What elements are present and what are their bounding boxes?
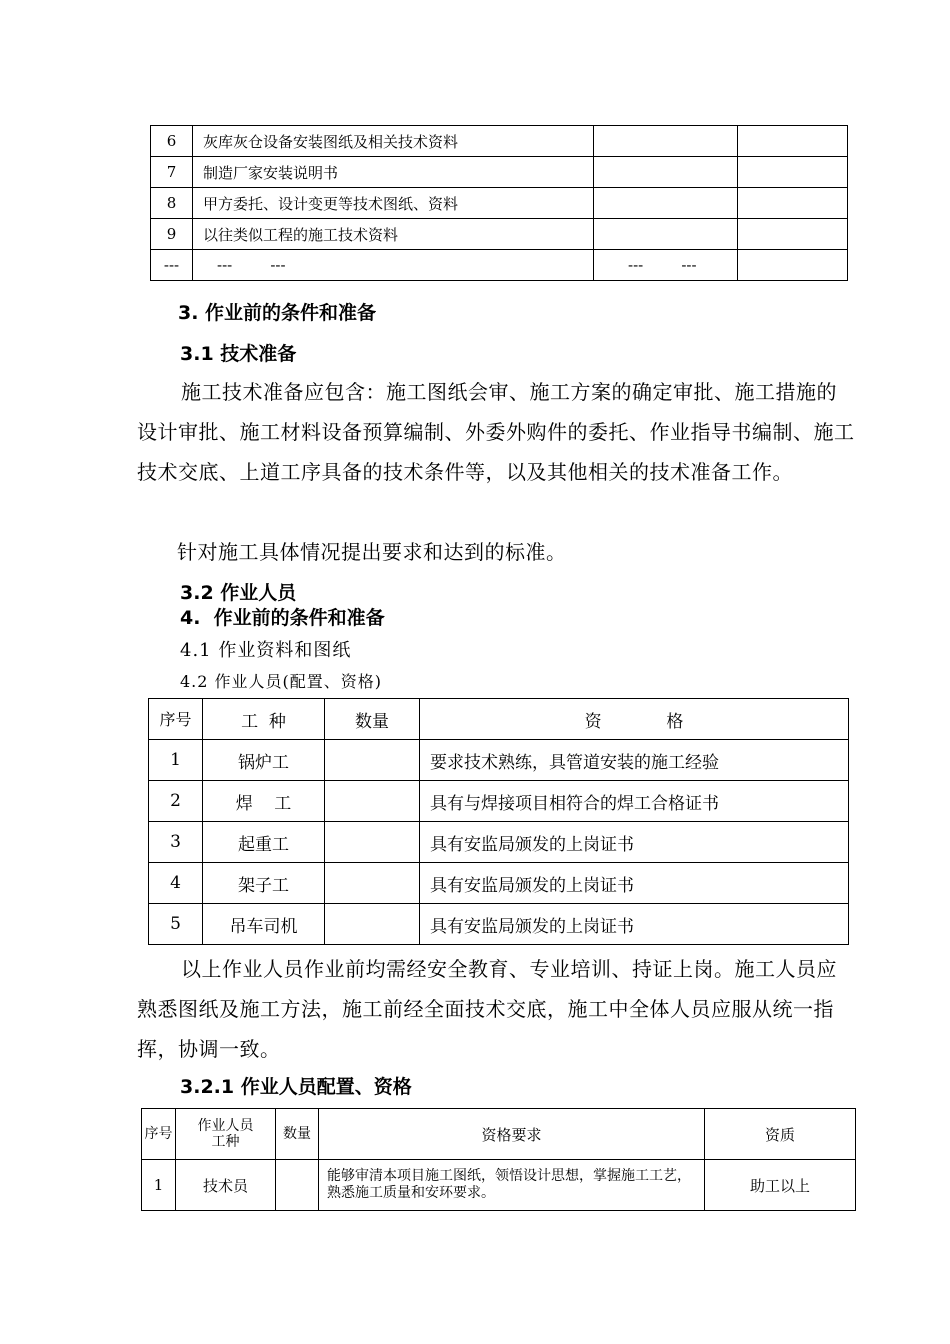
header-certification: 资质 <box>705 1109 856 1160</box>
reference-docs-table <box>150 125 848 281</box>
certification: 助工以上 <box>705 1160 856 1211</box>
table-header-row <box>149 699 849 740</box>
qualification: 具有与焊接项目相符合的焊工合格证书 <box>420 781 849 822</box>
section-3-2-1-heading: 3.2.1 作业人员配置、资格 <box>180 1076 412 1098</box>
row-number: 6 <box>151 126 193 157</box>
job-type: 吊车司机 <box>203 904 325 945</box>
quantity <box>325 740 420 781</box>
section-4-2-heading: 4.2 作业人员(配置、资格) <box>180 672 383 691</box>
row-number: 7 <box>151 157 193 188</box>
cell <box>594 188 738 219</box>
paragraph-tech-prep: 施工技术准备应包含：施工图纸会审、施工方案的确定审批、施工措施的设计审批、施工材料设备预算编制、外委外购件的委托、作业指导书编制、施工技术交底、上道工序具备的技术条件等，以及其他相关的技术准备工作。 <box>137 380 855 484</box>
header-qualification: 资 格 <box>420 699 849 740</box>
header-requirements: 资格要求 <box>319 1109 705 1160</box>
header-qty: 数量 <box>276 1109 319 1160</box>
cell <box>738 188 848 219</box>
row-number: 5 <box>149 904 203 945</box>
personnel-config-table <box>141 1108 856 1211</box>
doc-name: 以往类似工程的施工技术资料 <box>193 219 594 250</box>
section-3-2-heading: 3.2 作业人员 <box>180 582 297 604</box>
requirements: 能够审清本项目施工图纸，领悟设计思想，掌握施工工艺，熟悉施工质量和安环要求。 <box>319 1160 705 1211</box>
quantity <box>325 822 420 863</box>
row-number: 9 <box>151 219 193 250</box>
job-type: 起重工 <box>203 822 325 863</box>
table-row <box>151 126 848 157</box>
table-row <box>151 157 848 188</box>
table-row <box>149 740 849 781</box>
table-row <box>151 250 848 281</box>
quantity <box>276 1160 319 1211</box>
cell <box>738 126 848 157</box>
cell <box>594 126 738 157</box>
table-row <box>151 188 848 219</box>
qualification: 具有安监局颁发的上岗证书 <box>420 822 849 863</box>
row-number: 3 <box>149 822 203 863</box>
table-header-row <box>142 1109 856 1160</box>
paragraph-personnel-requirements: 以上作业人员作业前均需经安全教育、专业培训、持证上岗。施工人员应熟悉图纸及施工方法，施工前经全面技术交底，施工中全体人员应服从统一指挥，协调一致。 <box>137 957 837 1061</box>
section-4-heading: 4. 作业前的条件和准备 <box>180 607 385 629</box>
cell <box>738 219 848 250</box>
cell <box>738 157 848 188</box>
table-row <box>151 219 848 250</box>
row-number: 8 <box>151 188 193 219</box>
qualification: 具有安监局颁发的上岗证书 <box>420 863 849 904</box>
job-type: 技术员 <box>176 1160 276 1211</box>
row-number: --- <box>151 250 193 281</box>
row-number: 1 <box>149 740 203 781</box>
header-qty: 数量 <box>325 699 420 740</box>
doc-name: 灰库灰仓设备安装图纸及相关技术资料 <box>193 126 594 157</box>
doc-name: 甲方委托、设计变更等技术图纸、资料 <box>193 188 594 219</box>
table-row <box>149 822 849 863</box>
section-3-1-heading: 3.1 技术准备 <box>180 343 297 365</box>
cell: --- --- <box>594 250 738 281</box>
table-row <box>149 863 849 904</box>
job-type: 架子工 <box>203 863 325 904</box>
cell <box>738 250 848 281</box>
section-4-1-heading: 4.1 作业资料和图纸 <box>180 640 352 661</box>
header-type: 作业人员工种 <box>176 1109 276 1160</box>
personnel-table <box>148 698 849 945</box>
job-type: 锅炉工 <box>203 740 325 781</box>
quantity <box>325 904 420 945</box>
qualification: 要求技术熟练，具管道安装的施工经验 <box>420 740 849 781</box>
doc-name: 制造厂家安装说明书 <box>193 157 594 188</box>
table-row <box>149 781 849 822</box>
paragraph-standard: 针对施工具体情况提出要求和达到的标准。 <box>177 540 567 564</box>
quantity <box>325 781 420 822</box>
quantity <box>325 863 420 904</box>
header-seq: 序号 <box>149 699 203 740</box>
qualification: 具有安监局颁发的上岗证书 <box>420 904 849 945</box>
job-type: 焊 工 <box>203 781 325 822</box>
section-3-heading: 3. 作业前的条件和准备 <box>178 302 377 324</box>
header-seq: 序号 <box>142 1109 176 1160</box>
table-row <box>142 1160 856 1211</box>
doc-name: --- --- <box>193 250 594 281</box>
row-number: 1 <box>142 1160 176 1211</box>
row-number: 4 <box>149 863 203 904</box>
header-type: 工 种 <box>203 699 325 740</box>
cell <box>594 157 738 188</box>
cell <box>594 219 738 250</box>
row-number: 2 <box>149 781 203 822</box>
table-row <box>149 904 849 945</box>
